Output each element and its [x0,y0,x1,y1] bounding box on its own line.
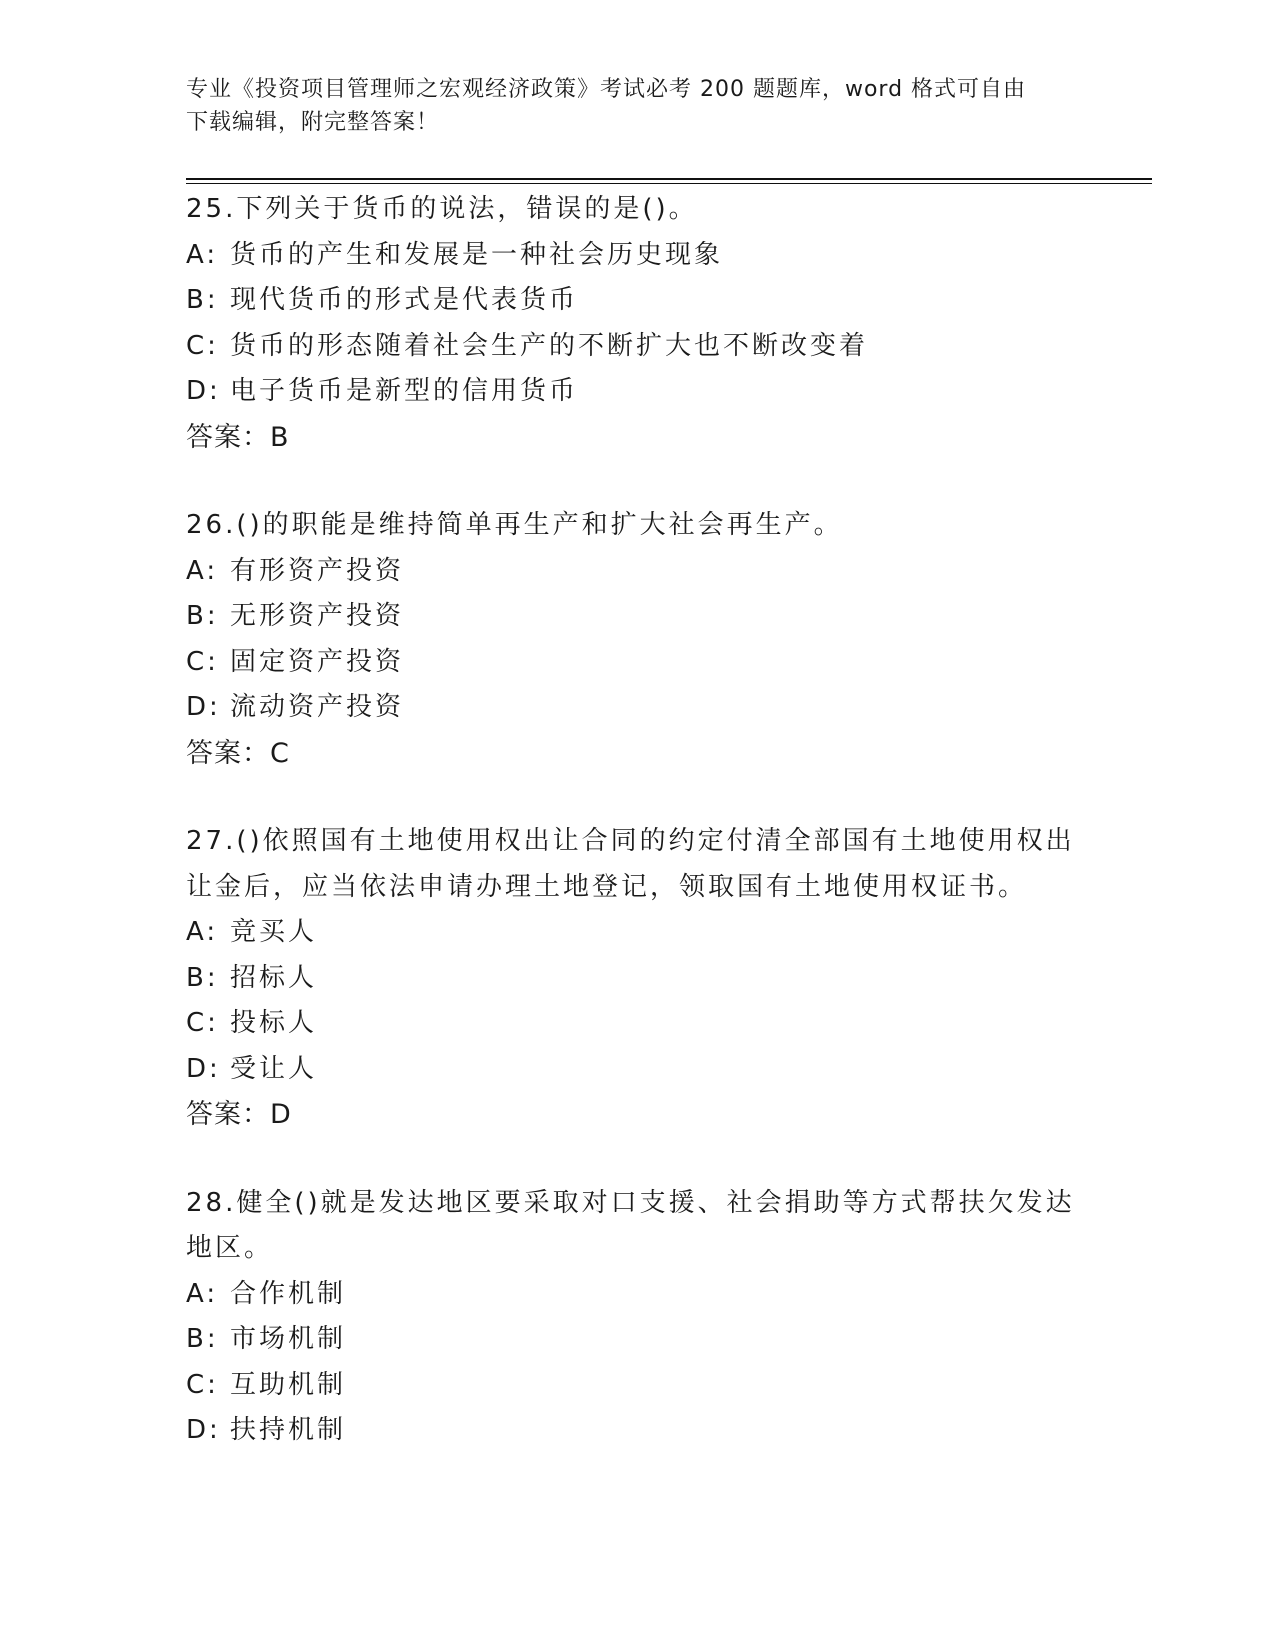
option-text: 竞买人 [230,917,318,947]
question-stem-line-1: 27.()依照国有土地使用权出让合同的约定付清全部国有土地使用权出 [186,826,1075,856]
question-stem-line-1: 28.健全()就是发达地区要采取对口支援、社会捐助等方式帮扶欠发达 [186,1187,1075,1218]
question-27 [186,819,1086,1138]
option-letter: D: [186,376,221,406]
option-c [186,1001,1086,1047]
answer-label: 答案：C [186,737,290,769]
header-line-1: 专业《投资项目管理师之宏观经济政策》考试必考 200 题题库，word 格式可自由 [186,77,1027,102]
option-a [186,910,1086,956]
option-text: 市场机制 [230,1324,347,1354]
option-letter: C: [186,1369,219,1400]
option-text: 无形资产投资 [230,601,405,631]
option-letter: B: [186,601,219,631]
option-text: 扶持机制 [230,1415,347,1445]
option-text: 有形资产投资 [230,555,405,586]
option-a [186,233,1086,279]
option-letter: D: [186,692,221,722]
header-divider-thick [186,178,1152,180]
option-a [186,1272,1086,1318]
header-line-2: 下载编辑，附完整答案！ [186,110,440,135]
option-text: 合作机制 [230,1278,347,1309]
option-letter: D: [186,1053,221,1084]
option-b [186,278,1086,324]
option-letter: C: [186,646,219,677]
question-list [186,187,1086,1497]
option-text: 现代货币的形式是代表货币 [230,285,579,315]
option-c [186,324,1086,370]
option-letter: A: [186,555,219,586]
option-letter: C: [186,1008,219,1038]
option-text: 受让人 [230,1053,318,1084]
option-text: 货币的形态随着社会生产的不断扩大也不断改变着 [230,330,869,361]
option-text: 电子货币是新型的信用货币 [230,376,579,406]
option-b [186,956,1086,1002]
question-stem: 26.()的职能是维持简单再生产和扩大社会再生产。 [186,510,843,540]
option-a [186,549,1086,595]
option-text: 投标人 [230,1008,318,1038]
option-c [186,640,1086,686]
answer-label: 答案：B [186,421,290,453]
option-text: 流动资产投资 [230,692,405,722]
option-text: 招标人 [230,962,318,993]
option-letter: A: [186,917,219,947]
option-c [186,1363,1086,1409]
option-letter: B: [186,962,219,993]
question-28 [186,1181,1086,1454]
question-26 [186,503,1086,776]
option-letter: B: [186,1324,219,1354]
answer-label: 答案：D [186,1099,292,1130]
document-header [186,73,1066,139]
option-d [186,685,1086,731]
question-stem-line-2: 地区。 [186,1233,274,1263]
question-stem: 25.下列关于货币的说法，错误的是()。 [186,194,698,224]
option-letter: B: [186,285,219,315]
option-text: 互助机制 [230,1369,347,1400]
option-letter: C: [186,330,219,361]
option-d [186,369,1086,415]
option-b [186,1317,1086,1363]
option-text: 固定资产投资 [230,646,405,677]
header-divider-thin [186,183,1152,184]
option-b [186,594,1086,640]
question-25 [186,187,1086,460]
option-text: 货币的产生和发展是一种社会历史现象 [230,239,724,270]
option-d [186,1047,1086,1093]
question-stem-line-2: 让金后，应当依法申请办理土地登记，领取国有土地使用权证书。 [186,871,1028,902]
option-d [186,1408,1086,1454]
option-letter: A: [186,1278,219,1309]
option-letter: A: [186,239,219,270]
option-letter: D: [186,1415,221,1445]
